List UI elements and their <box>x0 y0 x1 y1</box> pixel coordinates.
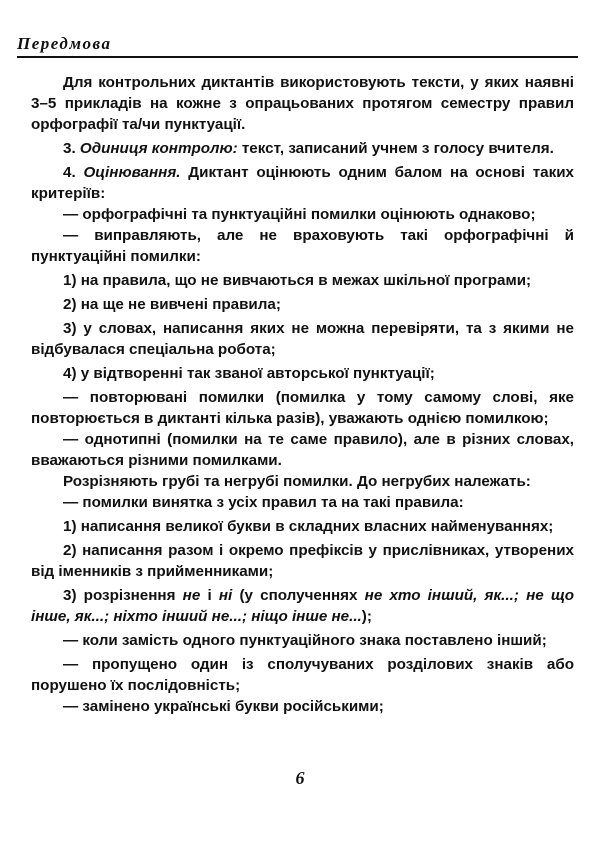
list-item: — пропущено один із сполучуваних розділових знаків або порушено їх послідовність; <box>31 656 574 694</box>
paragraph <box>31 162 574 204</box>
list-item: — коли замість одного пунктуаційного знака поставлено інший; <box>63 632 547 649</box>
term: Оцінювання. <box>83 164 181 181</box>
list-item: — однотипні (помилки на те саме правило), але в різних словах, вважаються різними помилками. <box>31 431 574 469</box>
list-item: — помилки винятка з усіх правил та на такі правила: <box>63 494 464 511</box>
list-item: — повторювані помилки (помилка у тому самому слові, яке повторюється в диктанті кілька разів), уважають однією помилкою; <box>31 389 574 427</box>
term: Одиниця контролю: <box>79 140 238 157</box>
item-number: 3. <box>63 140 80 157</box>
list-item: — виправляють, але не враховують такі орфографічні й пунктуаційні помилки: <box>31 227 574 265</box>
example-word: ні <box>218 587 233 604</box>
item-number: 4. <box>63 164 84 181</box>
page-number: 6 <box>295 768 305 788</box>
list-item: 2) написання разом і окремо префіксів у прислівниках, утворених від іменників з прийменниками; <box>31 542 574 580</box>
list-item: 1) на правила, що не вивчаються в межах шкільної програми; <box>63 272 532 289</box>
running-header <box>17 34 578 58</box>
list-item: 3) у словах, написання яких не можна перевіряти, та з якими не відбувалася спеціальна робота; <box>31 320 574 358</box>
text-run: (у сполученнях <box>232 587 365 604</box>
list-item: — замінено українські букви російськими; <box>63 698 384 715</box>
paragraph-text: Диктант оцінюють одним балом на основі таких критеріїв: <box>31 164 574 202</box>
example-word: не <box>182 587 201 604</box>
list-item: 2) на ще не вивчені правила; <box>63 296 281 313</box>
list-item: — орфографічні та пунктуаційні помилки оцінюють однаково; <box>63 206 536 223</box>
text-run: і <box>200 587 219 604</box>
header-title: Передмова <box>17 34 112 53</box>
paragraph-text: текст, записаний учнем з голосу вчителя. <box>237 140 554 157</box>
paragraph: Для контрольних диктантів використовують тексти, у яких наявні 3–5 прикладів на кожне з опрацьованих протягом семестру правил орфографії та/чи пунктуації. <box>31 74 574 133</box>
list-item: 4) у відтворенні так званої авторської пунктуації; <box>63 365 435 382</box>
page-body <box>31 72 574 720</box>
paragraph <box>31 138 574 159</box>
list-item: 1) написання великої букви в складних власних найменуваннях; <box>63 518 554 535</box>
text-run: 3) розрізнення <box>63 587 183 604</box>
text-run: ); <box>361 608 372 625</box>
example-phrases: не хто інший, як...; не що інше, як...; ніхто інший не...; ніщо інше не... <box>31 587 574 625</box>
paragraph: Розрізняють грубі та негрубі помилки. До негрубих належать: <box>63 473 531 490</box>
list-item <box>31 585 574 627</box>
